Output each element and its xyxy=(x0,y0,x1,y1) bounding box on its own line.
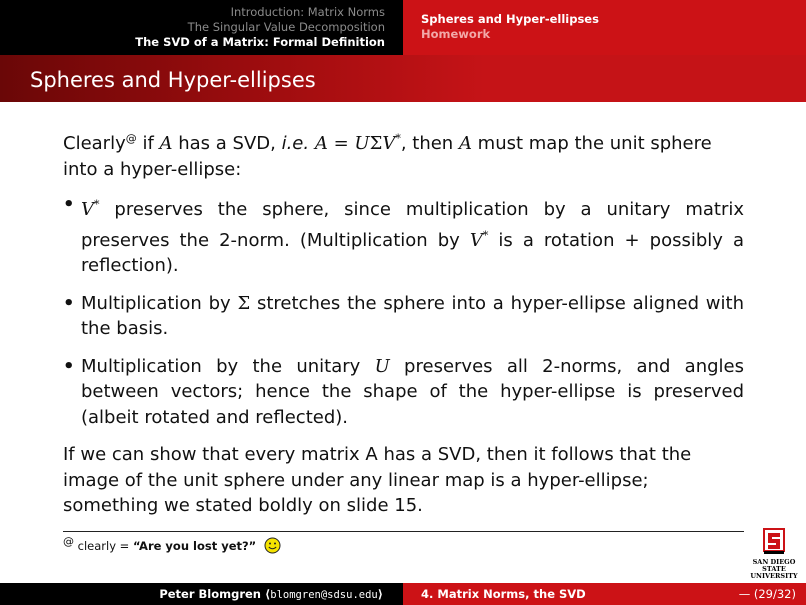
slide-body xyxy=(63,126,744,519)
smiley-icon xyxy=(264,537,281,557)
nav-section-3[interactable]: The SVD of a Matrix: Formal Definition xyxy=(135,35,385,49)
university-logo xyxy=(746,527,802,579)
nav-section-1[interactable]: Introduction: Matrix Norms xyxy=(230,5,385,19)
footer-right xyxy=(403,583,806,605)
frame-title: Spheres and Hyper-ellipses xyxy=(30,68,316,92)
list-item: • Multiplication by the unitary U preserves all 2-norms, and angles between vectors; hence the shape of the hyper-ellipse is preserved (albeit rotated and reflected). xyxy=(63,355,745,428)
nav-subsection-2[interactable]: Homework xyxy=(421,27,491,41)
ie-text: i.e. xyxy=(281,133,310,154)
footer-author: Peter Blomgren ⟨blomgren@sdsu.edu⟩ xyxy=(159,587,383,601)
page-number: — (29/32) xyxy=(738,587,796,601)
list-item: • V* preserves the sphere, since multiplication by a unitary matrix preserves the 2-norm. (Multiplication by V* is a rotation + possibly a reflection). xyxy=(63,194,744,276)
footnote-rule xyxy=(63,531,744,532)
footer-left xyxy=(0,583,403,605)
logo-line-2: UNIVERSITY xyxy=(750,572,798,580)
footnote: @ clearly = “Are you lost yet?” xyxy=(63,535,281,557)
section-nav xyxy=(0,0,403,55)
logo-line-1: SAN DIEGO STATE xyxy=(752,558,796,573)
closing-paragraph: If we can show that every matrix A has a SVD, then it follows that the image of the unit sphere under any linear map is a hyper-ellipse; something we stated boldly on slide 15. xyxy=(63,444,692,516)
bullet-list xyxy=(63,192,744,430)
header xyxy=(0,0,806,55)
footer-email[interactable]: blomgren@sdsu.edu xyxy=(270,589,378,601)
nav-section-2[interactable]: The Singular Value Decomposition xyxy=(187,20,385,34)
footnote-mark[interactable]: @ xyxy=(125,132,137,145)
frame-title-bar xyxy=(0,55,806,102)
nav-subsection-1[interactable]: Spheres and Hyper-ellipses xyxy=(421,12,599,26)
intro-word: Clearly xyxy=(63,133,126,154)
footer-title: 4. Matrix Norms, the SVD xyxy=(421,587,586,601)
list-item: • Multiplication by Σ stretches the sphere into a hyper-ellipse aligned with the basis. xyxy=(63,292,744,339)
university-logo-icon xyxy=(762,527,786,555)
subsection-nav xyxy=(403,0,806,55)
footnote-quote: “Are you lost yet?” xyxy=(132,538,257,553)
footer xyxy=(0,583,806,605)
intro-paragraph: Clearly@ if A has a SVD, i.e. A = UΣV*, then A must map the unit sphere into a hyper-ellipse: xyxy=(63,132,712,180)
